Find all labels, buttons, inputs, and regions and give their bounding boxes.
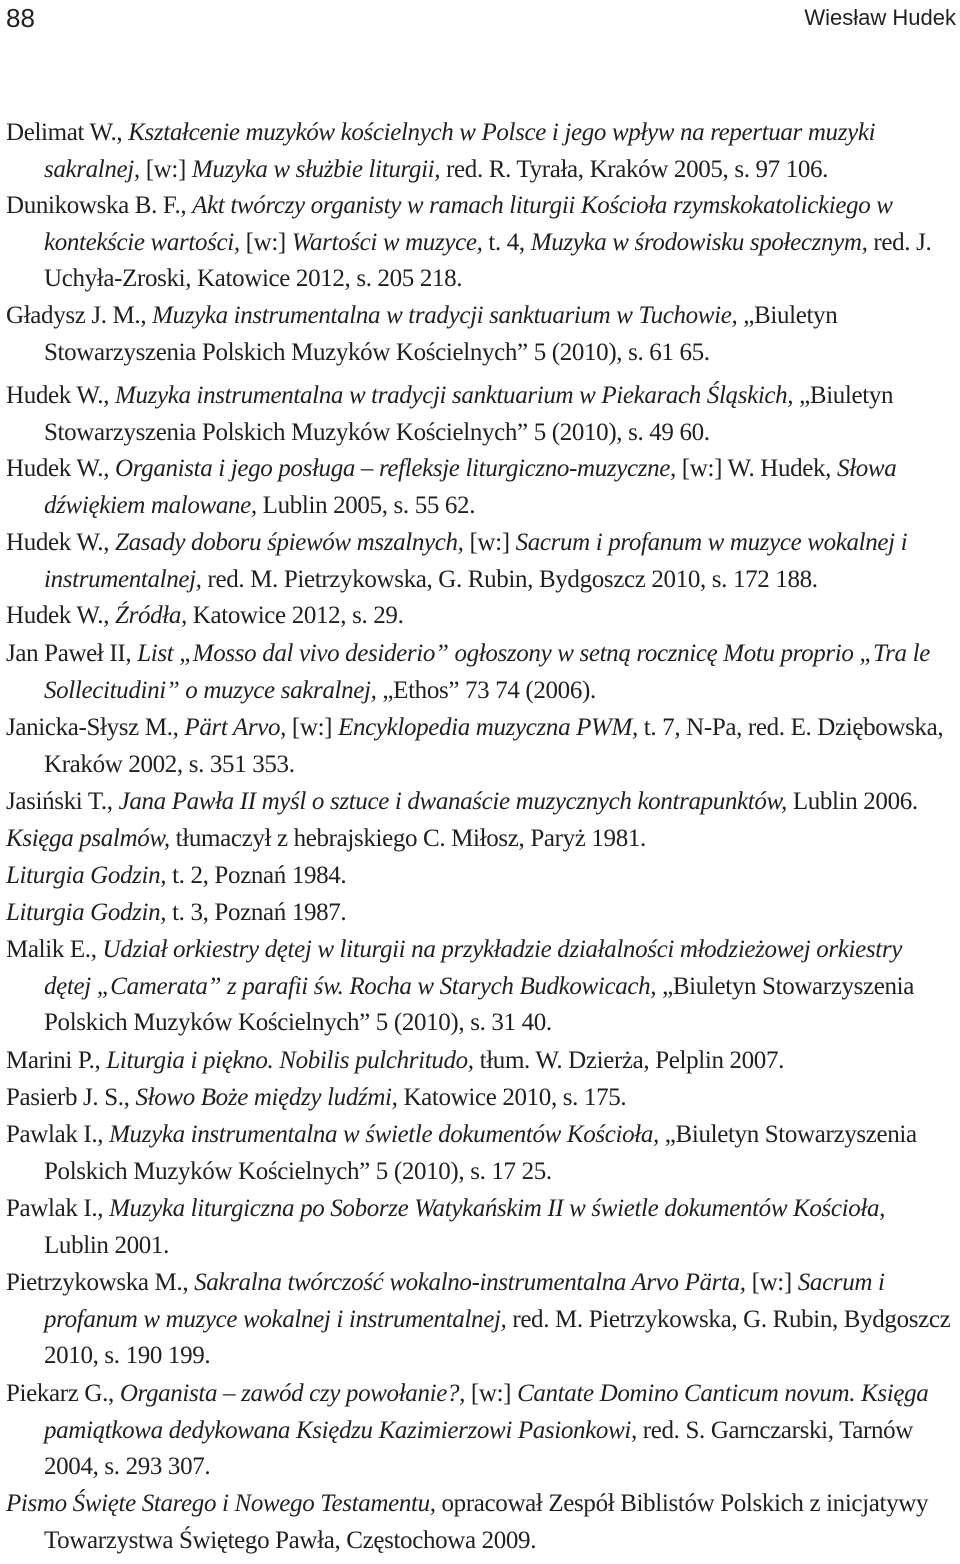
italic-title-text: Sacrum i profanum w muzyce wokalnej i instrumentalnej, <box>44 529 908 593</box>
entry-text: „Biuletyn Stowarzyszenia Polskich Muzyków Kościelnych” 5 (2010), s. 61 65. <box>44 302 838 366</box>
italic-title-text: Sacrum i profanum w muzyce wokalnej i instrumentalnej, <box>44 1269 885 1333</box>
entry-text: Lublin 2005, s. 55 62. <box>256 491 476 519</box>
entry-text: [w:] <box>239 228 292 256</box>
entry-text: „Biuletyn Stowarzyszenia Polskich Muzyków Kościelnych” 5 (2010), s. 31 40. <box>44 972 915 1036</box>
entry-text: [w:] <box>745 1269 798 1296</box>
entry-text: [w:] <box>286 714 339 741</box>
bibliography-entry <box>6 115 954 188</box>
italic-title-text: Akt twórczy organisty w ramach liturgii Kościoła rzymskokatolickiego w kontekście wartości, <box>44 192 893 256</box>
italic-title-text: Muzyka liturgiczna po Soborze Watykańskim II w świetle dokumentów Kościoła, <box>109 1195 886 1222</box>
italic-title-text: Liturgia i piękno. Nobilis pulchritudo, <box>106 1047 474 1074</box>
bibliography-entry <box>6 1265 954 1375</box>
entry-text: Dunikowska B. F., <box>6 192 193 219</box>
entry-text: Lublin 2001. <box>44 1231 169 1259</box>
entry-text: [w:] <box>139 155 192 183</box>
entry-text: Delimat W., <box>6 119 129 146</box>
entry-text: Gładysz J. M., <box>6 302 153 329</box>
entry-text: Jan Paweł II, <box>6 640 138 667</box>
italic-title-text: Liturgia Godzin, <box>6 899 167 926</box>
bibliography-entry <box>6 525 954 598</box>
italic-title-text: Słowa dźwiękiem malowane, <box>44 455 897 519</box>
italic-title-text: List „Mosso dal vivo desiderio” ogłoszony w setną rocznicę Motu proprio „Tra le Sollecitudini” o muzyce sakralnej, <box>44 640 930 704</box>
running-head: Wiesław Hudek <box>804 5 956 30</box>
bibliography-entry <box>6 1191 954 1264</box>
italic-title-text: Zasady doboru śpiewów mszalnych, <box>115 529 464 556</box>
italic-title-text: Organista – zawód czy powołanie?, <box>119 1380 465 1407</box>
bibliography-entry <box>6 1486 954 1559</box>
italic-title-text: Księga psalmów, <box>6 825 170 852</box>
italic-title-text: Wartości w muzyce, <box>291 228 483 256</box>
entry-text: Hudek W., <box>6 529 116 556</box>
bibliography-entry <box>6 710 954 783</box>
entry-text: red. S. Garnczarski, Tarnów 2004, s. 293 307. <box>44 1416 913 1480</box>
bibliography-entry <box>6 1117 954 1190</box>
entry-text: Jasiński T., <box>6 788 119 815</box>
entry-text: Janicka-Słysz M., <box>6 714 185 741</box>
bibliography-entry <box>6 1043 954 1080</box>
bibliography-entry <box>6 784 954 821</box>
entry-text: Katowice 2012, s. 29. <box>186 602 404 629</box>
entry-text: Pawlak I., <box>6 1195 110 1222</box>
entry-text: [w:] W. Hudek, <box>675 455 837 482</box>
bibliography-entry <box>6 636 954 709</box>
entry-text: t. 4, <box>482 228 531 256</box>
entry-text: Pasierb J. S., <box>6 1084 136 1111</box>
entry-text: t. 3, Poznań 1987. <box>166 899 347 926</box>
entry-text: „Biuletyn Stowarzyszenia Polskich Muzyków Kościelnych” 5 (2010), s. 17 25. <box>44 1121 917 1185</box>
entry-text: „Ethos” 73 74 (2006). <box>376 676 596 704</box>
entry-text: Hudek W., <box>6 602 116 629</box>
bibliography-entry <box>6 188 954 298</box>
bibliography-entry <box>6 451 954 524</box>
italic-title-text: Muzyka w służbie liturgii, <box>191 155 441 183</box>
italic-title-text: Muzyka instrumentalna w tradycji sanktuarium w Tuchowie, <box>152 302 738 329</box>
bibliography-entry <box>6 932 954 1042</box>
entry-text: opracował Zespół Biblistów Polskich z inicjatywy Towarzystwa Świętego Pawła, Częstochowa 2009. <box>44 1490 929 1554</box>
page-number: 88 <box>6 3 35 33</box>
entry-text: red. J. Uchyła-Zroski, Katowice 2012, s. 205 218. <box>44 228 932 292</box>
italic-title-text: Muzyka instrumentalna w świetle dokumentów Kościoła, <box>109 1121 659 1148</box>
italic-title-text: Muzyka instrumentalna w tradycji sanktuarium w Piekarach Śląskich, <box>115 382 794 409</box>
entry-text: Hudek W., <box>6 455 116 482</box>
entry-text: Katowice 2010, s. 175. <box>397 1084 627 1111</box>
entry-text: Lublin 2006. <box>786 788 918 815</box>
entry-text: Marini P., <box>6 1047 107 1074</box>
italic-title-text: Jana Pawła II myśl o sztuce i dwanaście muzycznych kontrapunktów, <box>118 788 787 815</box>
page-header <box>0 0 960 40</box>
italic-title-text: Pärt Arvo, <box>184 714 286 741</box>
italic-title-text: Pismo Święte Starego i Nowego Testamentu, <box>6 1490 436 1517</box>
entry-text: tłumaczył z hebrajskiego C. Miłosz, Paryż 1981. <box>169 825 646 852</box>
entry-text: red. R. Tyrała, Kraków 2005, s. 97 106. <box>440 155 829 183</box>
bibliography-entry <box>6 895 954 932</box>
italic-title-text: Udział orkiestry dętej w liturgii na przykładzie działalności młodzieżowej orkiestry dętej „Camerata” z parafii św. Rocha w Starych Budkowicach, <box>44 936 902 1000</box>
entry-text: Pawlak I., <box>6 1121 110 1148</box>
entry-text: red. M. Pietrzykowska, G. Rubin, Bydgoszcz 2010, s. 190 199. <box>44 1305 951 1369</box>
italic-title-text: Encyklopedia muzyczna PWM, <box>338 714 638 741</box>
italic-title-text: Sakralna twórczość wokalno-instrumentalna Arvo Pärta, <box>194 1269 746 1296</box>
italic-title-text: Źródła, <box>115 602 187 629</box>
bibliography-entry <box>6 378 954 451</box>
entry-text: Piekarz G., <box>6 1380 120 1407</box>
bibliography-entry <box>6 1376 954 1486</box>
entry-text: Malik E., <box>6 936 103 963</box>
italic-title-text: Kształcenie muzyków kościelnych w Polsce i jego wpływ na repertuar muzyki sakralnej, <box>44 119 876 183</box>
bibliography-entry <box>6 1080 954 1117</box>
bibliography-entry <box>6 298 954 371</box>
entry-text: Pietrzykowska M., <box>6 1269 195 1296</box>
entry-text: red. M. Pietrzykowska, G. Rubin, Bydgoszcz 2010, s. 172 188. <box>201 565 818 593</box>
entry-text: „Biuletyn Stowarzyszenia Polskich Muzyków Kościelnych” 5 (2010), s. 49 60. <box>44 382 894 446</box>
italic-title-text: Cantate Domino Canticum novum. Księga pamiątkowa dedykowana Księdzu Kazimierzowi Pasionkowi, <box>44 1380 929 1444</box>
entry-text: tłum. W. Dzierża, Pelplin 2007. <box>473 1047 785 1074</box>
bibliography-entry <box>6 821 954 858</box>
entry-text: Hudek W., <box>6 382 116 409</box>
bibliography-entry <box>6 598 954 635</box>
entry-text: t. 7, N-Pa, red. E. Dziębowska, Kraków 2002, s. 351 353. <box>44 714 944 778</box>
entry-text: [w:] <box>465 1380 518 1407</box>
italic-title-text: Organista i jego posługa – refleksje liturgiczno-muzyczne, <box>115 455 676 482</box>
entry-text: [w:] <box>463 529 516 556</box>
entry-text: t. 2, Poznań 1984. <box>166 862 347 889</box>
italic-title-text: Muzyka w środowisku społecznym, <box>530 228 868 256</box>
bibliography-entry <box>6 858 954 895</box>
italic-title-text: Liturgia Godzin, <box>6 862 167 889</box>
italic-title-text: Słowo Boże między ludźmi, <box>135 1084 398 1111</box>
